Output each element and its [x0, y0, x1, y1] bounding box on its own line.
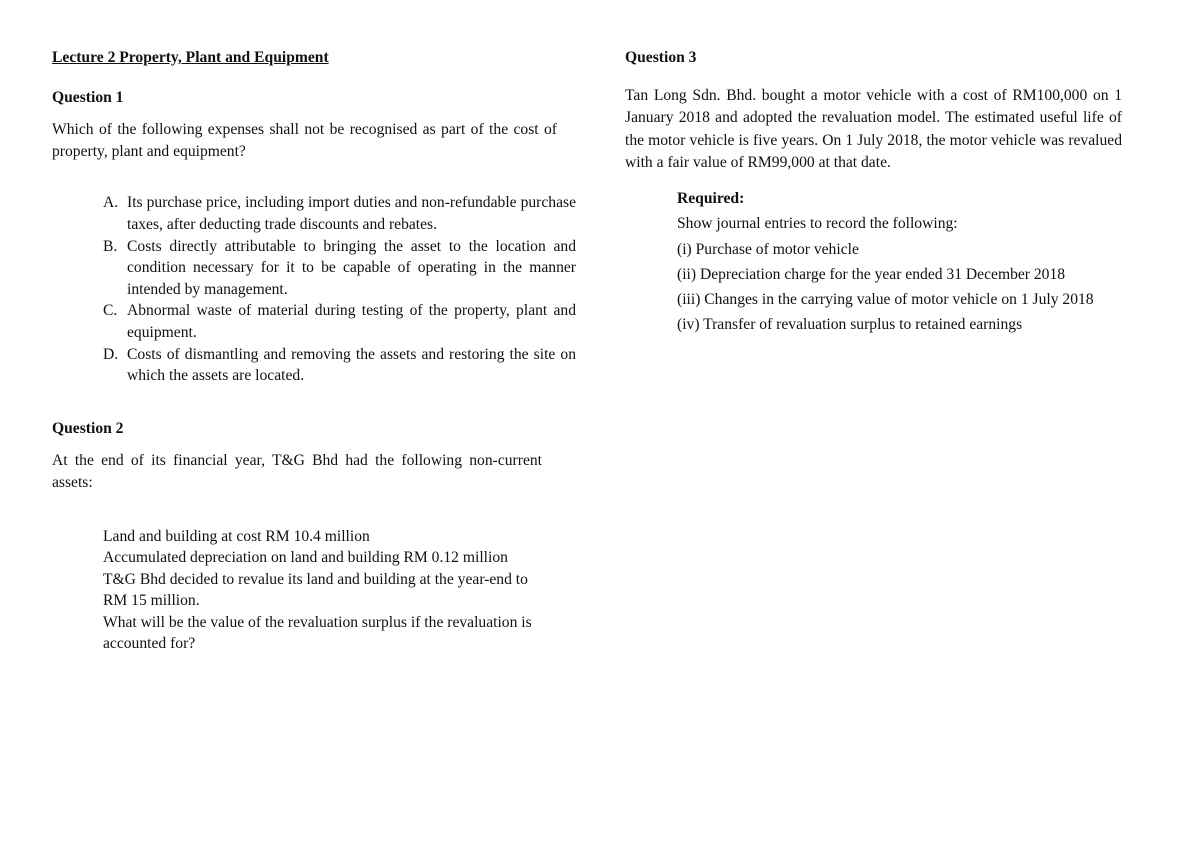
option-d-letter: D. — [103, 345, 119, 363]
question-3-heading: Question 3 — [625, 49, 697, 66]
option-a — [52, 192, 576, 235]
option-a-text: Its purchase price, including import duties and non-refundable purchase taxes, after deducting trade discounts and rebates. — [127, 194, 576, 233]
option-c-letter: C. — [103, 302, 118, 320]
option-d — [52, 344, 576, 387]
required-intro: Show journal entries to record the following: — [677, 215, 958, 233]
question-2-intro: At the end of its financial year, T&G Bhd had the following non-current assets: — [52, 452, 542, 491]
detail-line: What will be the value of the revaluation surplus if the revaluation is accounted for? — [103, 613, 532, 653]
option-b-text: Costs directly attributable to bringing the asset to the location and condition necessary for it to be capable of operating in the manner intended by management. — [127, 237, 576, 298]
question-1-intro: Which of the following expenses shall not be recognised as part of the cost of property, plant and equipment? — [52, 121, 557, 160]
right-column — [625, 47, 1149, 338]
left-column — [52, 47, 576, 655]
question-1-options — [52, 192, 576, 386]
detail-line: T&G Bhd decided to revalue its land and building at the year-end to RM 15 million. — [103, 570, 528, 610]
required-item: (iii) Changes in the carrying value of motor vehicle on 1 July 2018 — [677, 291, 1094, 309]
required-item: (i) Purchase of motor vehicle — [677, 240, 859, 258]
question-2-heading: Question 2 — [52, 419, 124, 437]
detail-line: Land and building at cost RM 10.4 million — [103, 527, 370, 545]
question-3-required — [625, 186, 1149, 338]
option-b-letter: B. — [103, 237, 118, 255]
detail-line: Accumulated depreciation on land and building RM 0.12 million — [103, 549, 508, 567]
question-1-heading: Question 1 — [52, 88, 124, 106]
required-label: Required: — [677, 189, 745, 207]
required-item: (ii) Depreciation charge for the year ended 31 December 2018 — [677, 265, 1066, 283]
option-b — [52, 236, 576, 301]
option-c — [52, 300, 576, 343]
question-3-intro: Tan Long Sdn. Bhd. bought a motor vehicle with a cost of RM100,000 on 1 January 2018 and adopted the revaluation model. The estimated useful life of the motor vehicle is five years. On 1 July 2018, the motor vehicle was revalued with a fair value of RM99,000 at that date. — [625, 86, 1122, 172]
option-c-text: Abnormal waste of material during testing of the property, plant and equipment. — [127, 302, 576, 341]
option-a-letter: A. — [103, 194, 119, 212]
option-d-text: Costs of dismantling and removing the assets and restoring the site on which the assets are located. — [127, 345, 576, 385]
required-item: (iv) Transfer of revaluation surplus to retained earnings — [677, 316, 1023, 334]
lecture-title: Lecture 2 Property, Plant and Equipment — [52, 49, 329, 66]
question-2-details — [52, 526, 553, 656]
